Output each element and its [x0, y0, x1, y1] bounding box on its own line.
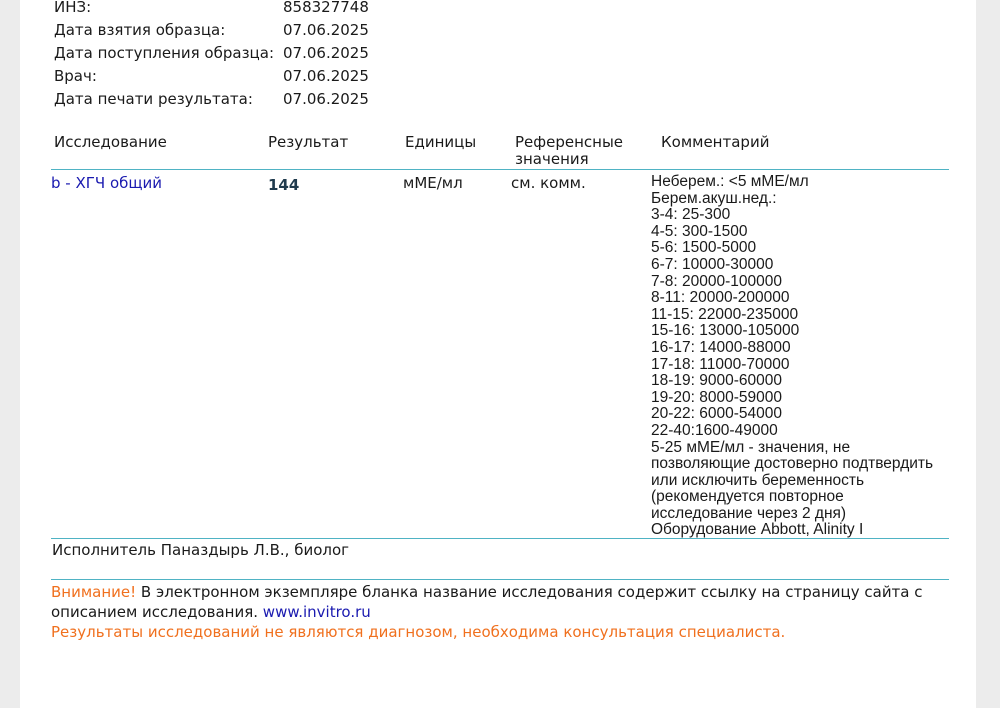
- notice-text: В электронном экземпляре бланка название исследования содержит ссылку на страницу сайта с описанием исследования.: [51, 583, 923, 621]
- comment-line: 5-6: 1500-5000: [651, 239, 757, 257]
- comment-line: 16-17: 14000-88000: [651, 338, 791, 356]
- sample-taken-label: Дата взятия образца:: [54, 21, 226, 39]
- attention-label: Внимание!: [51, 583, 137, 601]
- comment-line: (рекомендуется повторное: [651, 488, 844, 506]
- sample-received-value: 07.06.2025: [283, 44, 369, 62]
- invitro-link[interactable]: www.invitro.ru: [262, 603, 371, 621]
- comment-line: 18-19: 9000-60000: [651, 372, 783, 390]
- inz-value: 858327748: [283, 0, 369, 16]
- print-date-value: 07.06.2025: [283, 90, 369, 108]
- comment-line: 19-20: 8000-59000: [651, 388, 783, 406]
- result-units: мМЕ/мл: [403, 174, 463, 192]
- footer-notice: [51, 582, 961, 622]
- result-value: 144: [268, 176, 300, 194]
- comment-line: 7-8: 20000-100000: [651, 272, 783, 290]
- doctor-value: 07.06.2025: [283, 67, 369, 85]
- column-header-reference-line1: Референсные: [515, 133, 624, 151]
- comment-block: [651, 174, 951, 539]
- column-header-reference-line2: значения: [515, 150, 589, 168]
- comment-line: позволяющие достоверно подтвердить: [651, 455, 934, 473]
- column-header-comment: Комментарий: [661, 133, 770, 151]
- disclaimer-text: Результаты исследований не являются диагнозом, необходима консультация специалиста.: [51, 623, 786, 641]
- lab-result-sheet: [20, 0, 976, 708]
- row-divider: [51, 538, 949, 539]
- performer-line: Исполнитель Паназдырь Л.В., биолог: [52, 541, 350, 559]
- column-header-test: Исследование: [54, 133, 167, 151]
- comment-line: 11-15: 22000-235000: [651, 305, 799, 323]
- inz-label: ИНЗ:: [54, 0, 92, 16]
- comment-line: 5-25 мМЕ/мл - значения, не: [651, 438, 851, 456]
- comment-line: Оборудование Abbott, Alinity I: [651, 521, 864, 539]
- comment-line: Берем.акуш.нед.:: [651, 189, 777, 207]
- comment-line: 22-40:1600-49000: [651, 421, 778, 439]
- column-header-result: Результат: [268, 133, 349, 151]
- column-header-units: Единицы: [405, 133, 477, 151]
- comment-line: или исключить беременность: [651, 471, 865, 489]
- comment-line: Неберем.: <5 мМЕ/мл: [651, 173, 809, 190]
- comment-line: 17-18: 11000-70000: [651, 355, 790, 373]
- sample-received-label: Дата поступления образца:: [54, 44, 274, 62]
- column-header-reference: [515, 134, 623, 168]
- comment-line: исследование через 2 дня): [651, 504, 847, 522]
- header-divider: [51, 169, 949, 170]
- reference-values: см. комм.: [511, 174, 586, 192]
- comment-line: 8-11: 20000-200000: [651, 289, 790, 307]
- test-name-link[interactable]: b - ХГЧ общий: [51, 174, 162, 192]
- comment-line: 6-7: 10000-30000: [651, 255, 774, 273]
- comment-line: 15-16: 13000-105000: [651, 322, 800, 340]
- doctor-label: Врач:: [54, 67, 97, 85]
- footer-divider: [51, 579, 949, 580]
- print-date-label: Дата печати результата:: [54, 90, 253, 108]
- sample-taken-value: 07.06.2025: [283, 21, 369, 39]
- comment-line: 4-5: 300-1500: [651, 222, 748, 240]
- comment-line: 20-22: 6000-54000: [651, 405, 783, 423]
- comment-line: 3-4: 25-300: [651, 206, 731, 224]
